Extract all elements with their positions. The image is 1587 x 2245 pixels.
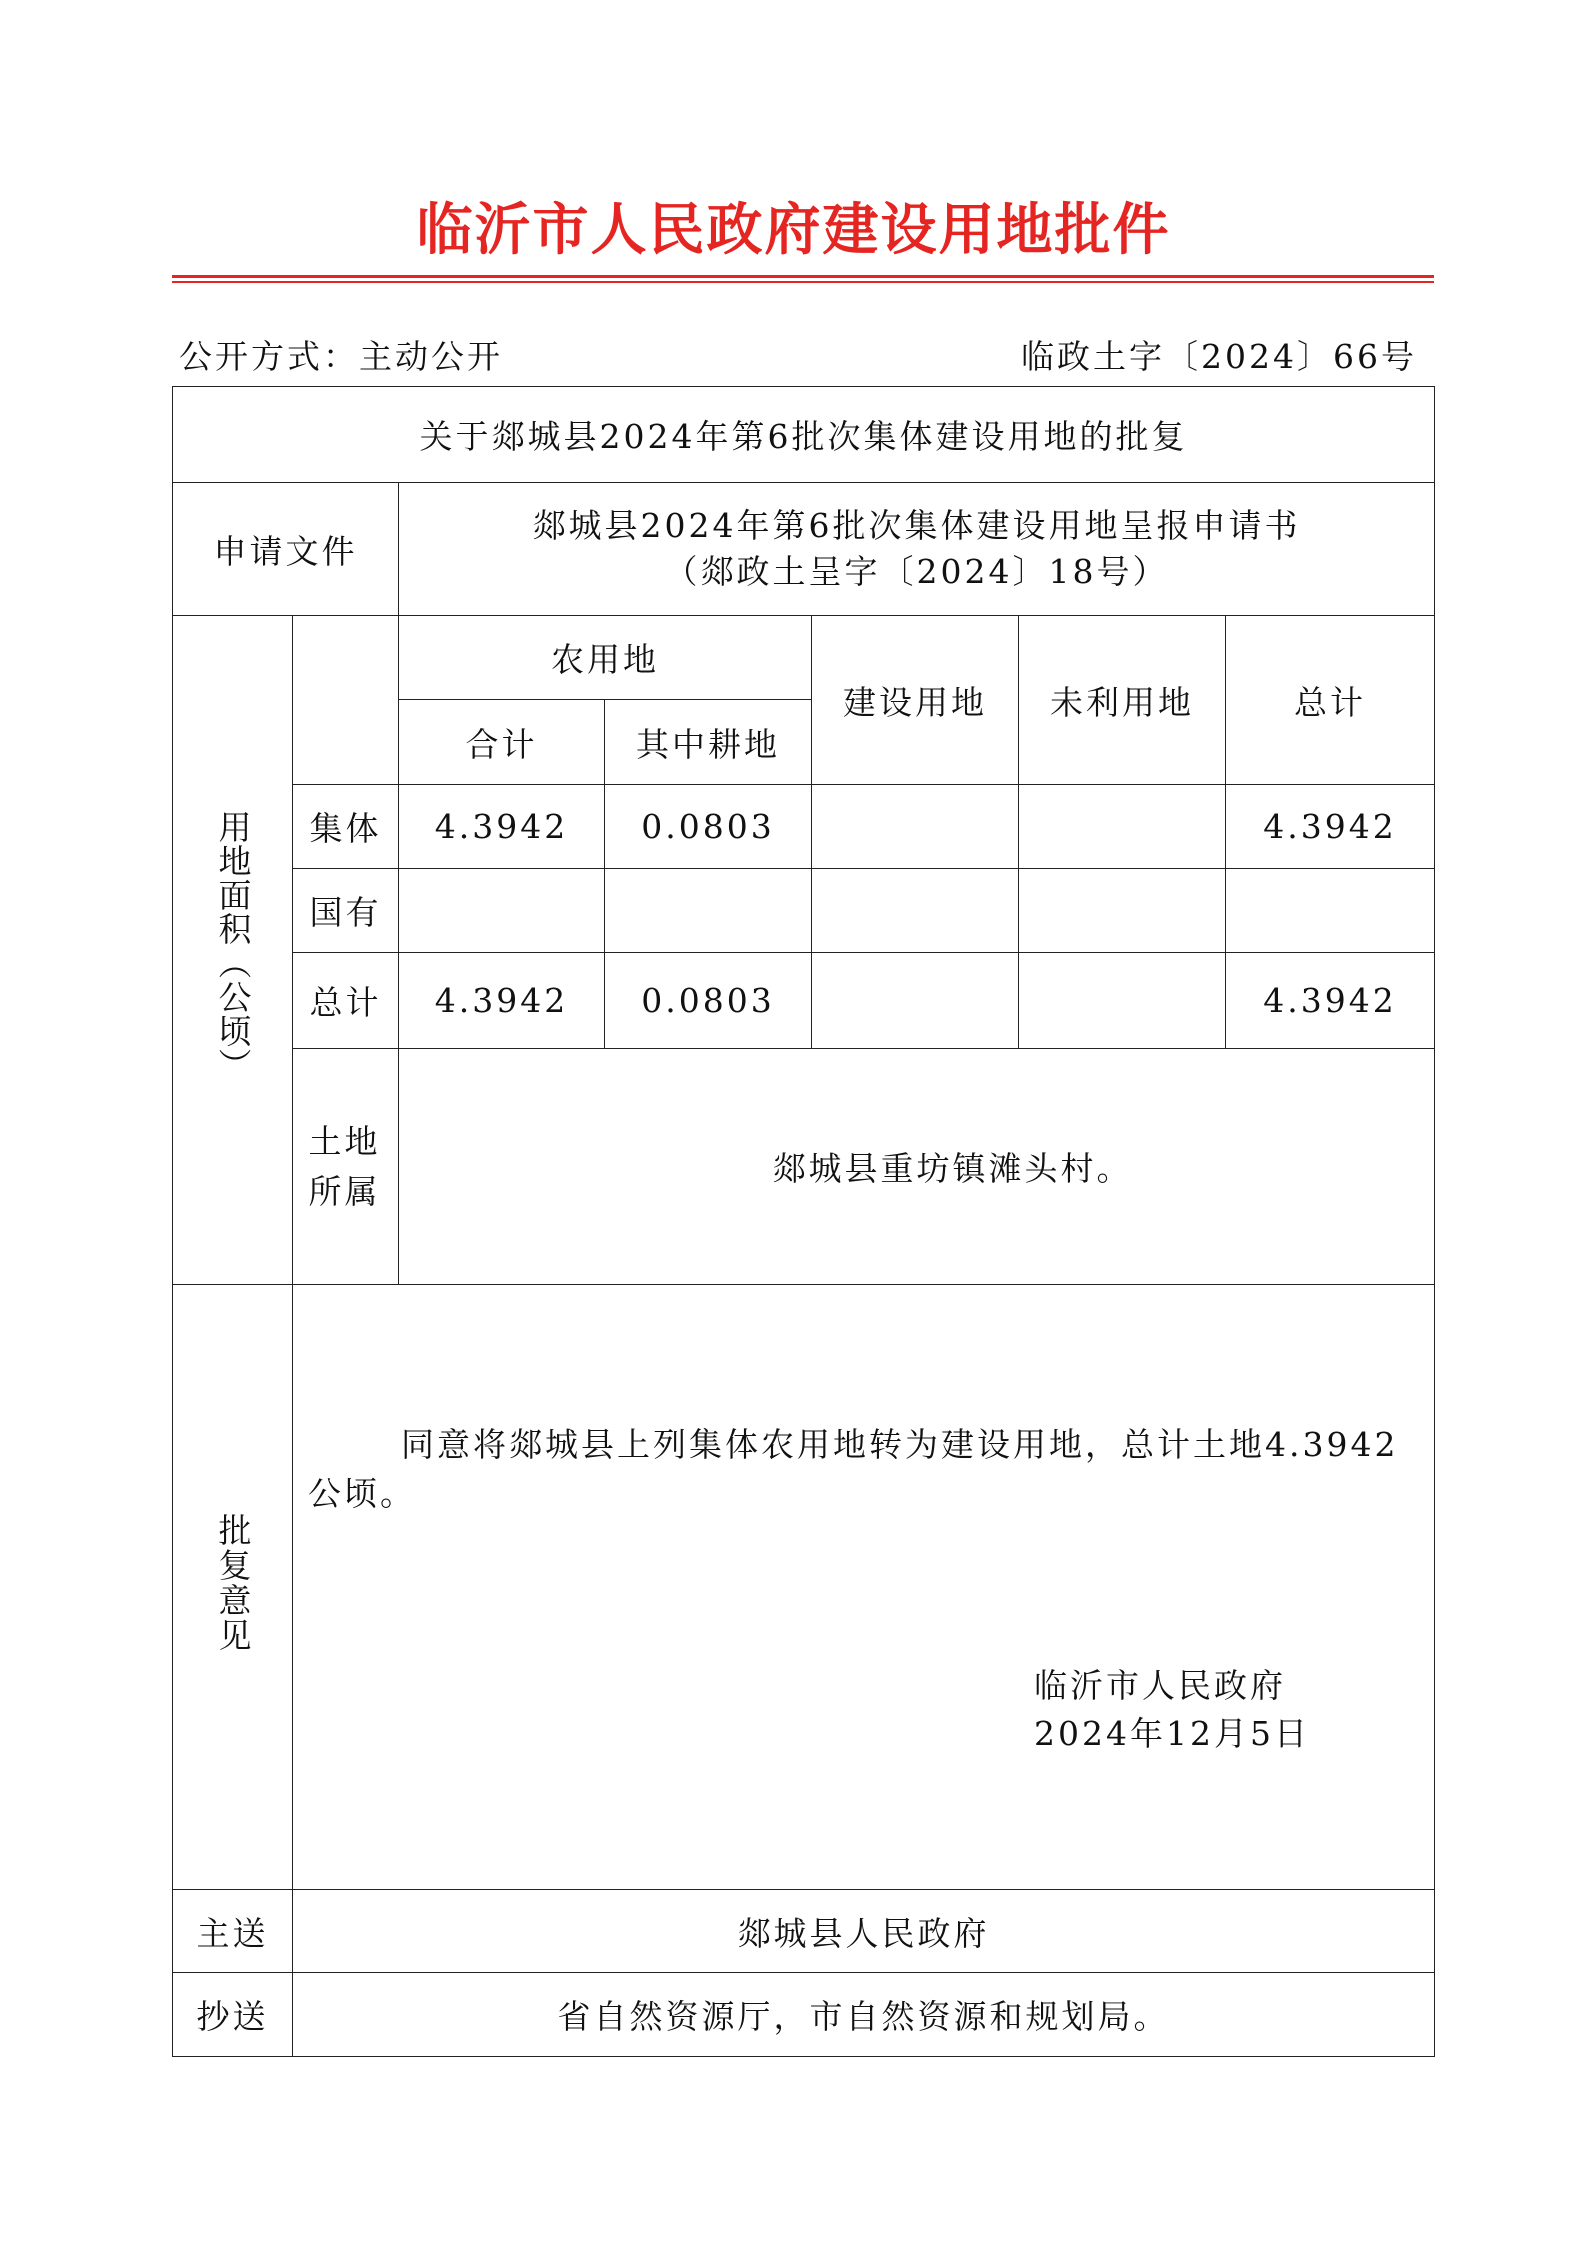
cell-subtotal: 4.3942: [399, 953, 605, 1049]
signature-date: 2024年12月5日: [1034, 1714, 1310, 1753]
cell-subtotal: 4.3942: [399, 785, 605, 869]
subject-cell: [173, 387, 1435, 483]
table-row: [173, 869, 1435, 953]
cc-value: 省自然资源厅，市自然资源和规划局。: [293, 1973, 1435, 2057]
header-subtotal: 合计: [399, 700, 605, 785]
cell-subtotal: [399, 869, 605, 953]
cell-total: 4.3942: [1226, 785, 1435, 869]
red-rule-thin: [172, 281, 1434, 283]
row-label-collective: 集体: [293, 785, 399, 869]
ownership-value: 郯城县重坊镇滩头村。: [399, 1049, 1435, 1285]
ownership-row: [173, 1049, 1435, 1285]
header-cultivated: 其中耕地: [605, 700, 812, 785]
cell-unused: [1019, 869, 1226, 953]
document-title: 临沂市人民政府建设用地批件: [416, 197, 1171, 263]
cell-construction: [812, 869, 1019, 953]
opinion-label: 批复意见: [213, 1513, 253, 1653]
ownership-label: 土地所属: [308, 1121, 381, 1211]
opinion-content-cell: [293, 1285, 1435, 1890]
cell-cultivated: 0.0803: [605, 953, 812, 1049]
cell-construction: [812, 953, 1019, 1049]
table-row: [173, 953, 1435, 1049]
row-label-total: 总计: [293, 953, 399, 1049]
cell-cultivated: 0.0803: [605, 785, 812, 869]
cell-construction: [812, 785, 1019, 869]
cell-total: 4.3942: [1226, 953, 1435, 1049]
ownership-label-cell: [293, 1049, 399, 1285]
header-total: 总计: [1226, 616, 1435, 785]
signature-block: [1034, 1662, 1310, 1758]
primary-recipient-value: 郯城县人民政府: [293, 1890, 1435, 1973]
application-label: 申请文件: [213, 531, 358, 571]
table-row: [173, 785, 1435, 869]
cell-unused: [1019, 785, 1226, 869]
application-reference: （郯政土呈字〔2024〕18号）: [664, 552, 1169, 591]
red-rule-thick: [172, 275, 1434, 278]
primary-recipient-row: [173, 1890, 1435, 1973]
signatory: 临沂市人民政府: [1034, 1666, 1286, 1705]
header-construction: 建设用地: [812, 616, 1019, 785]
cell-cultivated: [605, 869, 812, 953]
primary-recipient-label: 主送: [173, 1890, 293, 1973]
opinion-box: [293, 1287, 1434, 1887]
cell-unused: [1019, 953, 1226, 1049]
subject-row: [173, 387, 1435, 483]
land-area-label-cell: [173, 616, 293, 1285]
header-agricultural: 农用地: [399, 616, 812, 700]
cc-row: [173, 1973, 1435, 2057]
document-number: 临政土字〔2024〕66号: [1021, 337, 1417, 376]
subject-text: 关于郯城县2024年第6批次集体建设用地的批复: [419, 417, 1188, 456]
row-label-state: 国有: [293, 869, 399, 953]
blank-header-cell: [293, 616, 399, 785]
header-unused: 未利用地: [1019, 616, 1226, 785]
application-row: [173, 483, 1435, 616]
opinion-label-cell: [173, 1285, 293, 1890]
opinion-text: 同意将郯城县上列集体农用地转为建设用地，总计土地4.3942公顷。: [308, 1425, 1399, 1513]
cell-total: [1226, 869, 1435, 953]
opinion-row: [173, 1285, 1435, 1890]
cc-label: 抄送: [173, 1973, 293, 2057]
application-value-cell: [399, 483, 1435, 616]
approval-table: [172, 386, 1435, 2057]
land-area-label: 用地面积（公顷）: [213, 810, 253, 1082]
application-label-cell: [173, 483, 399, 616]
area-header-row-1: [173, 616, 1435, 700]
disclosure-method: 公开方式：主动公开: [179, 337, 503, 376]
application-title: 郯城县2024年第6批次集体建设用地呈报申请书: [532, 506, 1301, 545]
